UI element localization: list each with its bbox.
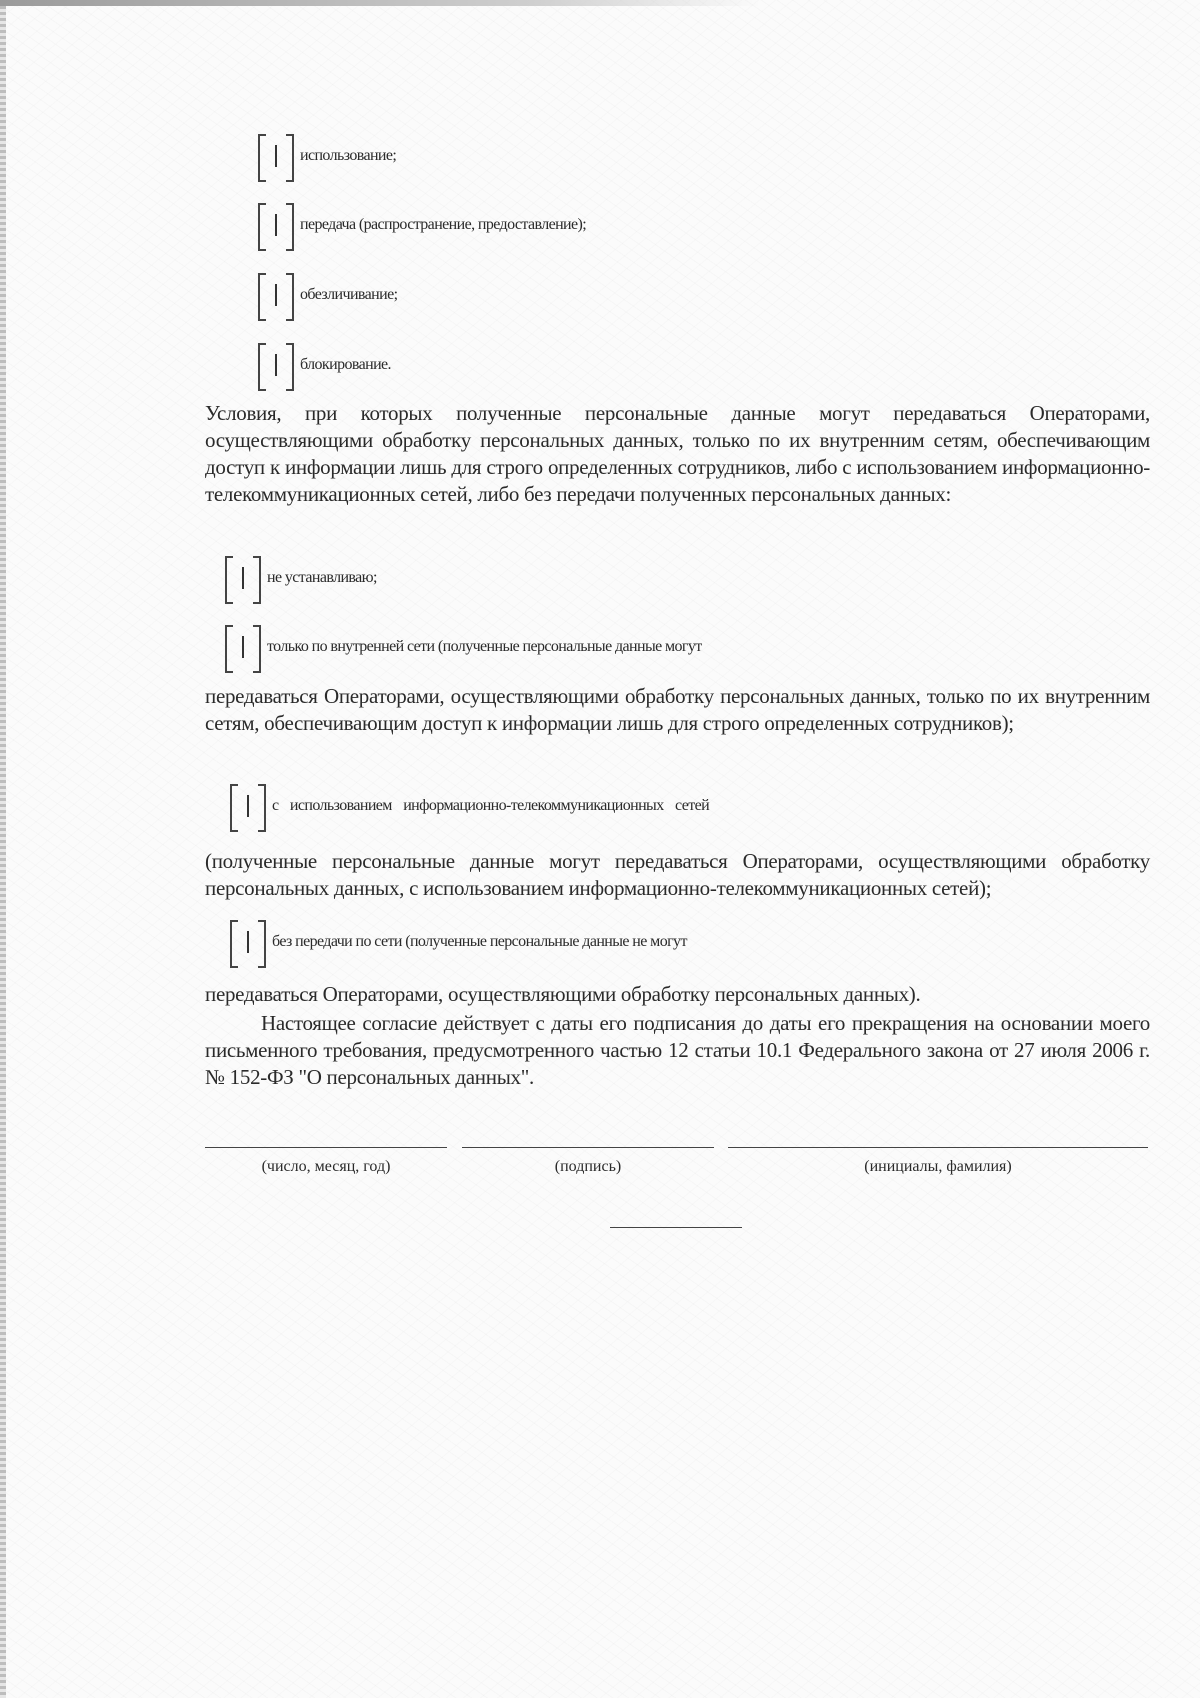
option-no-network-label: без передачи по сети (полученные персональные данные не могут <box>272 933 687 950</box>
option-no-network-continuation: передаваться Операторами, осуществляющими обработку персональных данных). <box>205 982 921 1006</box>
checkbox-transfer[interactable] <box>258 203 294 247</box>
scan-edge-top <box>0 0 760 6</box>
option-no-network <box>230 920 687 964</box>
signature-line[interactable] <box>462 1147 714 1148</box>
checkbox-option-none[interactable] <box>225 556 261 600</box>
checkbox-blocking[interactable] <box>258 343 294 387</box>
action-label-use: использование; <box>300 147 397 164</box>
action-label-depersonalization: обезличивание; <box>300 286 398 303</box>
date-caption: (число, месяц, год) <box>261 1158 391 1175</box>
conditions-intro-paragraph: Условия, при которых полученные персональные данные могут передаваться Операторами, осуществляющими обработку персональных данных, только по их внутренним сетям, обеспечивающим доступ к информации лишь для строго определенных сотрудников, либо с использованием информационно-телекоммуникационных сетей, либо без передачи полученных персональных данных: <box>205 401 1150 506</box>
action-label-transfer: передача (распространение, предоставление); <box>300 216 587 233</box>
checkbox-depersonalization[interactable] <box>258 273 294 317</box>
page-number-line <box>610 1227 742 1228</box>
option-internal-label: только по внутренней сети (полученные персональные данные могут <box>267 638 702 655</box>
name-caption: (инициалы, фамилия) <box>864 1158 1012 1175</box>
action-item-transfer <box>258 203 586 247</box>
checkbox-option-no-network[interactable] <box>230 920 266 964</box>
action-label-blocking: блокирование. <box>300 356 391 373</box>
checkbox-use[interactable] <box>258 134 294 178</box>
checkbox-option-telecom[interactable] <box>230 784 266 828</box>
option-internal-continuation: передаваться Операторами, осуществляющими обработку персональных данных, только по их внутренним сетям, обеспечивающим доступ к информации лишь для строго определенных сотрудников); <box>205 684 1150 735</box>
action-item-depersonalization <box>258 273 397 317</box>
action-item-blocking <box>258 343 391 387</box>
validity-paragraph: Настоящее согласие действует с даты его подписания до даты его прекращения на основании моего письменного требования, предусмотренного частью 12 статьи 10.1 Федерального закона от 27 июля 2006 г. № 152-ФЗ "О персональных данных". <box>205 1011 1150 1089</box>
option-none-label: не устанавливаю; <box>267 569 377 586</box>
option-telecom <box>230 784 709 828</box>
signature-caption: (подпись) <box>554 1158 622 1175</box>
option-telecom-label: с использованием информационно-телекоммуникационных сетей <box>272 797 710 814</box>
scan-edge-left <box>0 0 6 1698</box>
action-item-use <box>258 134 396 178</box>
option-telecom-continuation: (полученные персональные данные могут передаваться Операторами, осуществляющими обработку персональных данных, с использованием информационно-телекоммуникационных сетей); <box>205 849 1150 900</box>
date-line[interactable] <box>205 1147 447 1148</box>
option-internal <box>225 625 702 669</box>
option-none <box>225 556 377 600</box>
name-line[interactable] <box>728 1147 1148 1148</box>
checkbox-option-internal[interactable] <box>225 625 261 669</box>
